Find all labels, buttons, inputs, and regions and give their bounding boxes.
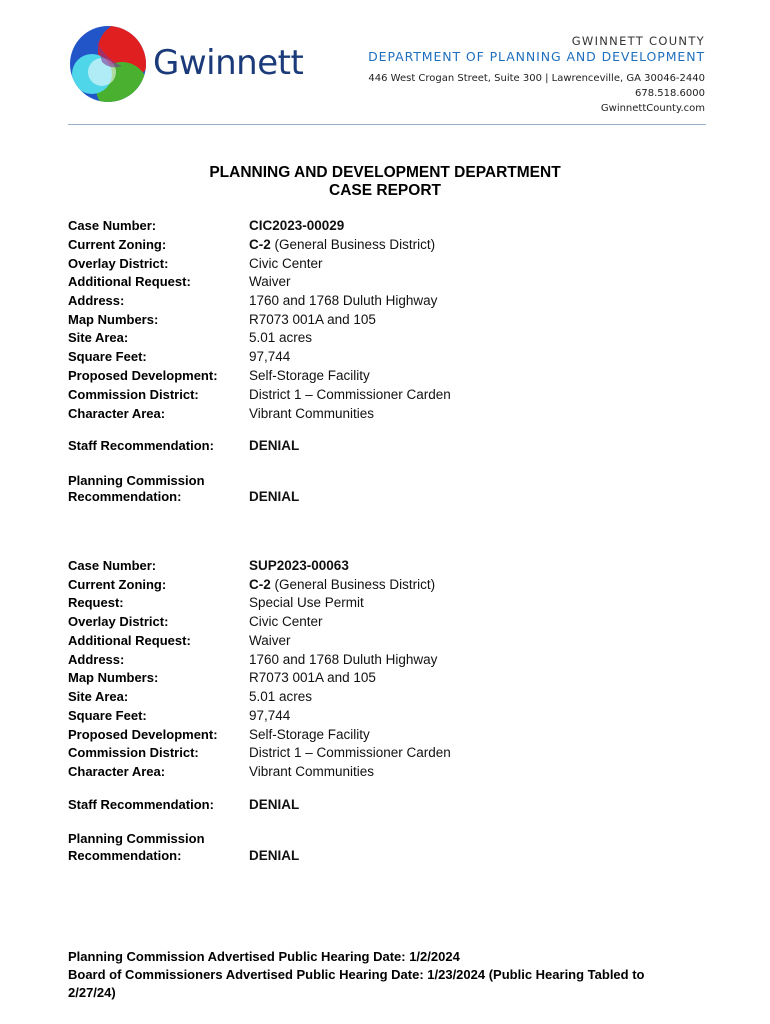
case1-site-area-label: Site Area: bbox=[68, 330, 129, 345]
case1-overlay-value: Civic Center bbox=[249, 256, 323, 271]
case2-site-area-label: Site Area: bbox=[68, 689, 129, 704]
department-name: DEPARTMENT OF PLANNING AND DEVELOPMENT bbox=[368, 49, 705, 64]
case2-address-value: 1760 and 1768 Duluth Highway bbox=[249, 652, 438, 667]
case1-square-feet-value: 97,744 bbox=[249, 349, 291, 364]
header-divider bbox=[68, 124, 706, 125]
case1-pc-recommendation-value: DENIAL bbox=[249, 489, 300, 504]
case2-square-feet-value: 97,744 bbox=[249, 708, 291, 723]
case2-overlay-value: Civic Center bbox=[249, 614, 323, 629]
case2-map-numbers-value: R7073 001A and 105 bbox=[249, 670, 376, 685]
case2-pc-recommendation-label-line2: Recommendation: bbox=[68, 848, 182, 863]
department-header bbox=[368, 34, 705, 116]
case2-commission-district-value: District 1 – Commissioner Carden bbox=[249, 745, 451, 760]
case2-pc-recommendation-label-line1: Planning Commission bbox=[68, 831, 205, 846]
pc-hearing-date: Planning Commission Advertised Public Hearing Date: 1/2/2024 bbox=[68, 949, 460, 964]
case1-zoning-label: Current Zoning: bbox=[68, 237, 167, 252]
department-address: 446 West Crogan Street, Suite 300 | Lawrenceville, GA 30046-2440 bbox=[368, 73, 705, 84]
county-name: GWINNETT COUNTY bbox=[571, 34, 705, 48]
case2-staff-recommendation-label: Staff Recommendation: bbox=[68, 797, 214, 812]
page-subtitle: CASE REPORT bbox=[329, 182, 441, 199]
case2-case-number-value: SUP2023-00063 bbox=[249, 558, 349, 573]
page-title: PLANNING AND DEVELOPMENT DEPARTMENT bbox=[209, 164, 561, 181]
case2-additional-request-value: Waiver bbox=[249, 633, 291, 648]
case1-character-area-label: Character Area: bbox=[68, 406, 166, 421]
case2-overlay-label: Overlay District: bbox=[68, 614, 169, 629]
case1-site-area-value: 5.01 acres bbox=[249, 330, 313, 345]
case2-character-area-label: Character Area: bbox=[68, 764, 166, 779]
case1-pc-recommendation-label-line1: Planning Commission bbox=[68, 473, 205, 488]
case1-pc-recommendation-label-line2: Recommendation: bbox=[68, 489, 182, 504]
case1-staff-recommendation-value: DENIAL bbox=[249, 438, 300, 453]
case1-zoning-desc: (General Business District) bbox=[270, 237, 436, 252]
case2-pc-recommendation-value: DENIAL bbox=[249, 848, 300, 863]
case2-staff-recommendation-value: DENIAL bbox=[249, 797, 300, 812]
case2-request-label: Request: bbox=[68, 595, 124, 610]
department-website: GwinnettCounty.com bbox=[600, 103, 705, 114]
case1-proposed-development-label: Proposed Development: bbox=[68, 368, 218, 383]
case1-additional-request-value: Waiver bbox=[249, 274, 291, 289]
case1-zoning-value bbox=[249, 236, 435, 253]
case2-address-label: Address: bbox=[68, 652, 125, 667]
case1-square-feet-label: Square Feet: bbox=[68, 349, 147, 364]
case1-staff-recommendation-label: Staff Recommendation: bbox=[68, 438, 214, 453]
case1-map-numbers-label: Map Numbers: bbox=[68, 312, 159, 327]
case1-commission-district-value: District 1 – Commissioner Carden bbox=[249, 387, 451, 402]
case1-case-number-value: CIC2023-00029 bbox=[249, 218, 345, 233]
case1-overlay-label: Overlay District: bbox=[68, 256, 169, 271]
case1-map-numbers-value: R7073 001A and 105 bbox=[249, 312, 376, 327]
case2-additional-request-label: Additional Request: bbox=[68, 633, 191, 648]
case2-zoning-label: Current Zoning: bbox=[68, 577, 167, 592]
case2-proposed-development-value: Self-Storage Facility bbox=[249, 727, 370, 742]
case2-request-value: Special Use Permit bbox=[249, 595, 364, 610]
case2-commission-district-label: Commission District: bbox=[68, 745, 199, 760]
case2-map-numbers-label: Map Numbers: bbox=[68, 670, 159, 685]
case1-case-number-label: Case Number: bbox=[68, 218, 157, 233]
department-phone: 678.518.6000 bbox=[635, 88, 705, 99]
case2-character-area-value: Vibrant Communities bbox=[249, 764, 375, 779]
case2-zoning-value bbox=[249, 576, 435, 593]
case1-address-label: Address: bbox=[68, 293, 125, 308]
case2-proposed-development-label: Proposed Development: bbox=[68, 727, 218, 742]
case2-zoning-desc: (General Business District) bbox=[270, 577, 436, 592]
case2-site-area-value: 5.01 acres bbox=[249, 689, 313, 704]
logo-wordmark: Gwinnett bbox=[153, 43, 304, 83]
case1-proposed-development-value: Self-Storage Facility bbox=[249, 368, 370, 383]
case1-zoning-code: C-2 bbox=[249, 237, 271, 252]
case2-square-feet-label: Square Feet: bbox=[68, 708, 147, 723]
case2-zoning-code: C-2 bbox=[249, 577, 271, 592]
case2-case-number-label: Case Number: bbox=[68, 558, 157, 573]
case1-additional-request-label: Additional Request: bbox=[68, 274, 191, 289]
gwinnett-logo-icon bbox=[66, 22, 150, 106]
boc-hearing-date: Board of Commissioners Advertised Public Hearing Date: 1/23/2024 (Public Hearing Tabled to 2/27/24) bbox=[68, 967, 645, 1000]
case1-character-area-value: Vibrant Communities bbox=[249, 406, 375, 421]
case1-address-value: 1760 and 1768 Duluth Highway bbox=[249, 293, 438, 308]
case1-commission-district-label: Commission District: bbox=[68, 387, 199, 402]
